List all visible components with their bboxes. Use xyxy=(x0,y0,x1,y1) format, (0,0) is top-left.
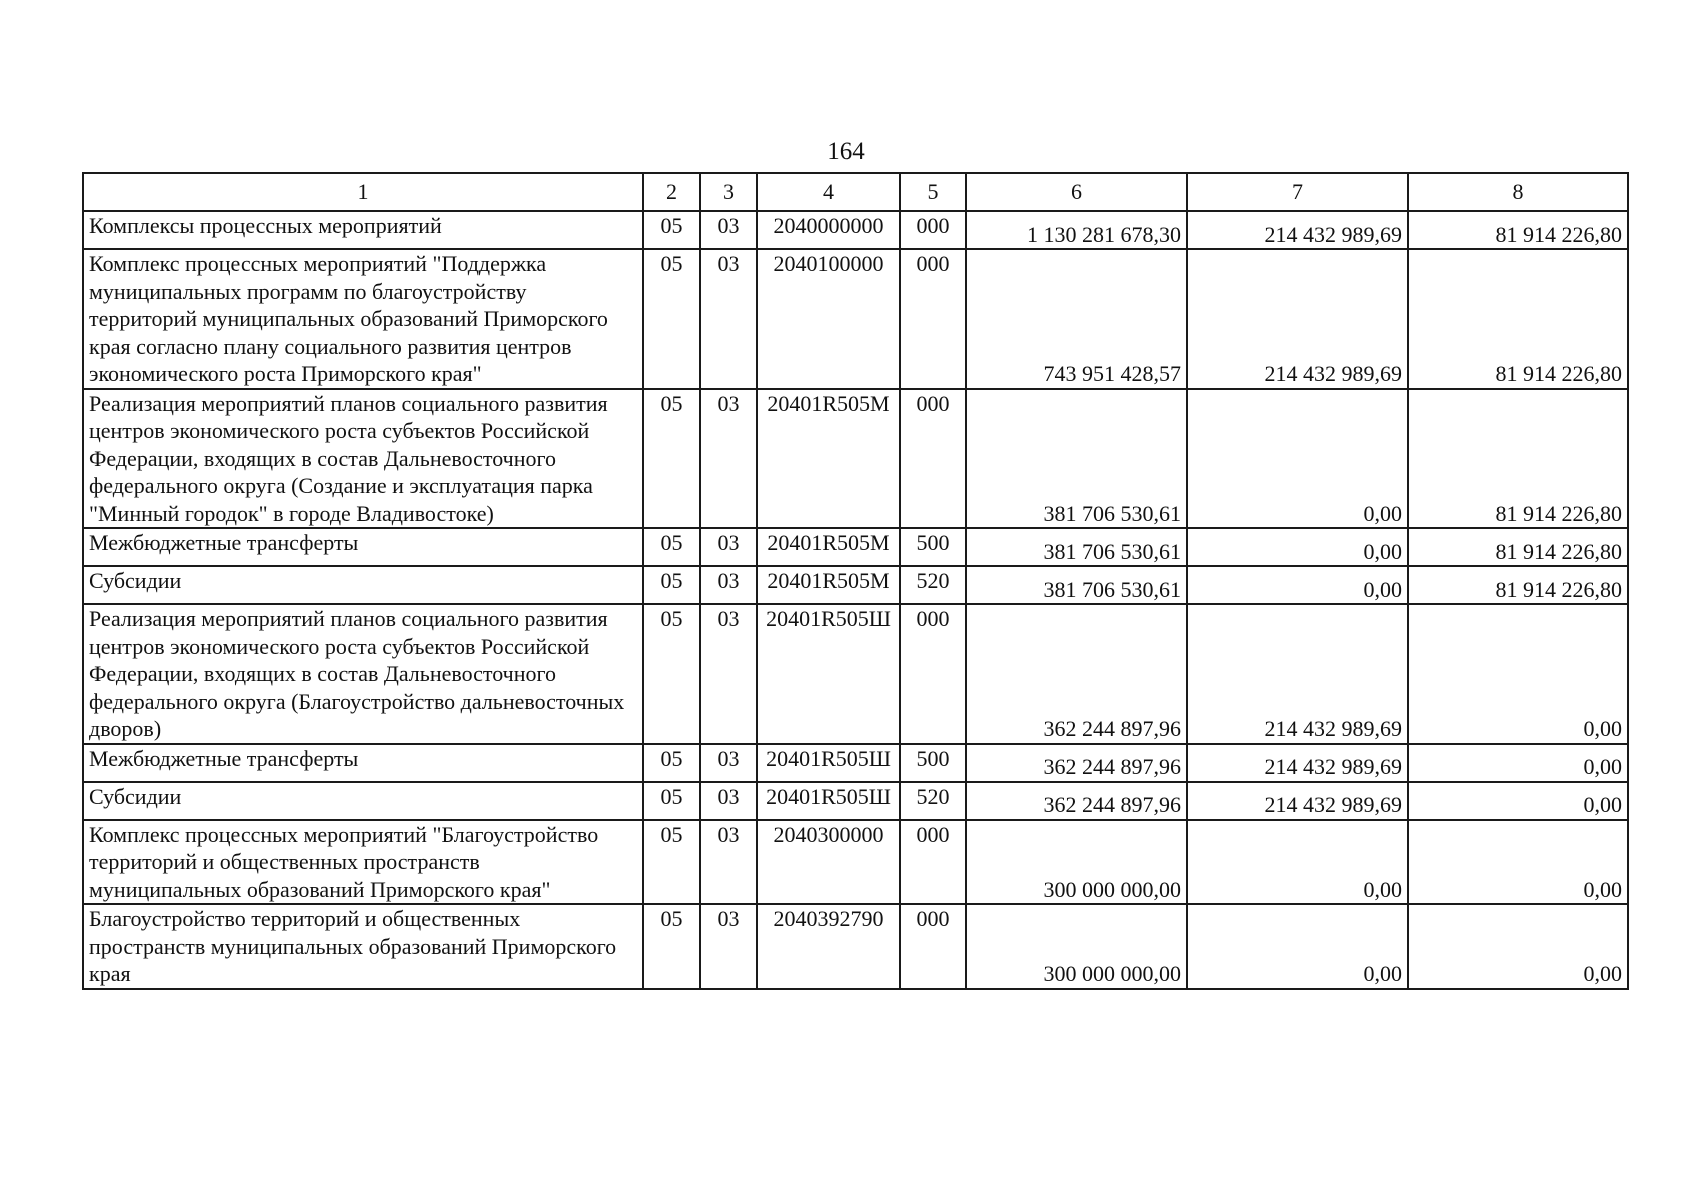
amount-col-7: 0,00 xyxy=(1187,566,1408,604)
table-row xyxy=(83,904,1628,989)
amount-col-6: 362 244 897,96 xyxy=(966,604,1187,744)
amount-col-6: 381 706 530,61 xyxy=(966,566,1187,604)
amount-col-8: 81 914 226,80 xyxy=(1408,389,1628,529)
table-row xyxy=(83,604,1628,744)
table-row xyxy=(83,566,1628,604)
amount-col-8: 0,00 xyxy=(1408,904,1628,989)
table-row xyxy=(83,820,1628,905)
section-code: 05 xyxy=(643,904,700,989)
target-article-code: 20401R505M xyxy=(757,566,900,604)
target-article-code: 20401R505Ш xyxy=(757,744,900,782)
amount-col-6: 743 951 428,57 xyxy=(966,249,1187,389)
section-code: 05 xyxy=(643,528,700,566)
amount-col-6: 381 706 530,61 xyxy=(966,528,1187,566)
subsection-code: 03 xyxy=(700,528,757,566)
subsection-code: 03 xyxy=(700,820,757,905)
amount-col-7: 214 432 989,69 xyxy=(1187,744,1408,782)
row-name: Комплекс процессных мероприятий "Поддержка муниципальных программ по благоустройству территорий муниципальных образований Приморского края согласно плану социального развития центров экономического роста Приморского края" xyxy=(83,249,643,389)
section-code: 05 xyxy=(643,820,700,905)
row-name: Межбюджетные трансферты xyxy=(83,528,643,566)
row-name: Реализация мероприятий планов социального развития центров экономического роста субъектов Российской Федерации, входящих в состав Дальневосточного федерального округа (Создание и эксплуатация парка "Минный городок" в городе Владивостоке) xyxy=(83,389,643,529)
row-name: Комплексы процессных мероприятий xyxy=(83,211,643,249)
section-code: 05 xyxy=(643,211,700,249)
table-row xyxy=(83,782,1628,820)
section-code: 05 xyxy=(643,744,700,782)
target-article-code: 20401R505M xyxy=(757,389,900,529)
amount-col-8: 81 914 226,80 xyxy=(1408,528,1628,566)
amount-col-8: 0,00 xyxy=(1408,744,1628,782)
subsection-code: 03 xyxy=(700,744,757,782)
column-header: 2 xyxy=(643,173,700,211)
subsection-code: 03 xyxy=(700,604,757,744)
amount-col-6: 381 706 530,61 xyxy=(966,389,1187,529)
column-header: 8 xyxy=(1408,173,1628,211)
column-header: 5 xyxy=(900,173,966,211)
amount-col-8: 0,00 xyxy=(1408,820,1628,905)
amount-col-6: 362 244 897,96 xyxy=(966,744,1187,782)
amount-col-7: 0,00 xyxy=(1187,904,1408,989)
amount-col-7: 214 432 989,69 xyxy=(1187,211,1408,249)
section-code: 05 xyxy=(643,782,700,820)
expense-type-code: 520 xyxy=(900,566,966,604)
column-header: 7 xyxy=(1187,173,1408,211)
target-article-code: 20401R505Ш xyxy=(757,604,900,744)
column-header: 1 xyxy=(83,173,643,211)
subsection-code: 03 xyxy=(700,389,757,529)
section-code: 05 xyxy=(643,389,700,529)
row-name: Субсидии xyxy=(83,566,643,604)
amount-col-8: 81 914 226,80 xyxy=(1408,211,1628,249)
target-article-code: 2040000000 xyxy=(757,211,900,249)
expense-type-code: 000 xyxy=(900,211,966,249)
target-article-code: 20401R505Ш xyxy=(757,782,900,820)
amount-col-7: 0,00 xyxy=(1187,820,1408,905)
amount-col-8: 81 914 226,80 xyxy=(1408,249,1628,389)
budget-table xyxy=(82,172,1629,990)
amount-col-7: 214 432 989,69 xyxy=(1187,604,1408,744)
page-number: 164 xyxy=(827,138,865,165)
amount-col-7: 0,00 xyxy=(1187,528,1408,566)
expense-type-code: 000 xyxy=(900,820,966,905)
amount-col-8: 0,00 xyxy=(1408,782,1628,820)
row-name: Межбюджетные трансферты xyxy=(83,744,643,782)
expense-type-code: 000 xyxy=(900,249,966,389)
table-body xyxy=(83,211,1628,989)
section-code: 05 xyxy=(643,604,700,744)
table-row xyxy=(83,528,1628,566)
amount-col-8: 81 914 226,80 xyxy=(1408,566,1628,604)
row-name: Благоустройство территорий и общественных пространств муниципальных образований Приморского края xyxy=(83,904,643,989)
table-row xyxy=(83,211,1628,249)
row-name: Реализация мероприятий планов социального развития центров экономического роста субъектов Российской Федерации, входящих в состав Дальневосточного федерального округа (Благоустройство дальневосточных дворов) xyxy=(83,604,643,744)
target-article-code: 2040300000 xyxy=(757,820,900,905)
expense-type-code: 500 xyxy=(900,744,966,782)
target-article-code: 2040100000 xyxy=(757,249,900,389)
expense-type-code: 520 xyxy=(900,782,966,820)
amount-col-6: 1 130 281 678,30 xyxy=(966,211,1187,249)
amount-col-7: 214 432 989,69 xyxy=(1187,782,1408,820)
amount-col-7: 0,00 xyxy=(1187,389,1408,529)
header-row xyxy=(83,173,1628,211)
subsection-code: 03 xyxy=(700,904,757,989)
amount-col-6: 362 244 897,96 xyxy=(966,782,1187,820)
amount-col-7: 214 432 989,69 xyxy=(1187,249,1408,389)
table-row xyxy=(83,249,1628,389)
amount-col-8: 0,00 xyxy=(1408,604,1628,744)
table-header xyxy=(83,173,1628,211)
section-code: 05 xyxy=(643,249,700,389)
column-header: 4 xyxy=(757,173,900,211)
target-article-code: 2040392790 xyxy=(757,904,900,989)
table-row xyxy=(83,744,1628,782)
subsection-code: 03 xyxy=(700,782,757,820)
row-name: Субсидии xyxy=(83,782,643,820)
column-header: 3 xyxy=(700,173,757,211)
row-name: Комплекс процессных мероприятий "Благоустройство территорий и общественных пространств муниципальных образований Приморского края" xyxy=(83,820,643,905)
subsection-code: 03 xyxy=(700,211,757,249)
target-article-code: 20401R505M xyxy=(757,528,900,566)
expense-type-code: 500 xyxy=(900,528,966,566)
expense-type-code: 000 xyxy=(900,604,966,744)
column-header: 6 xyxy=(966,173,1187,211)
table-row xyxy=(83,389,1628,529)
expense-type-code: 000 xyxy=(900,904,966,989)
subsection-code: 03 xyxy=(700,566,757,604)
expense-type-code: 000 xyxy=(900,389,966,529)
amount-col-6: 300 000 000,00 xyxy=(966,820,1187,905)
section-code: 05 xyxy=(643,566,700,604)
subsection-code: 03 xyxy=(700,249,757,389)
amount-col-6: 300 000 000,00 xyxy=(966,904,1187,989)
